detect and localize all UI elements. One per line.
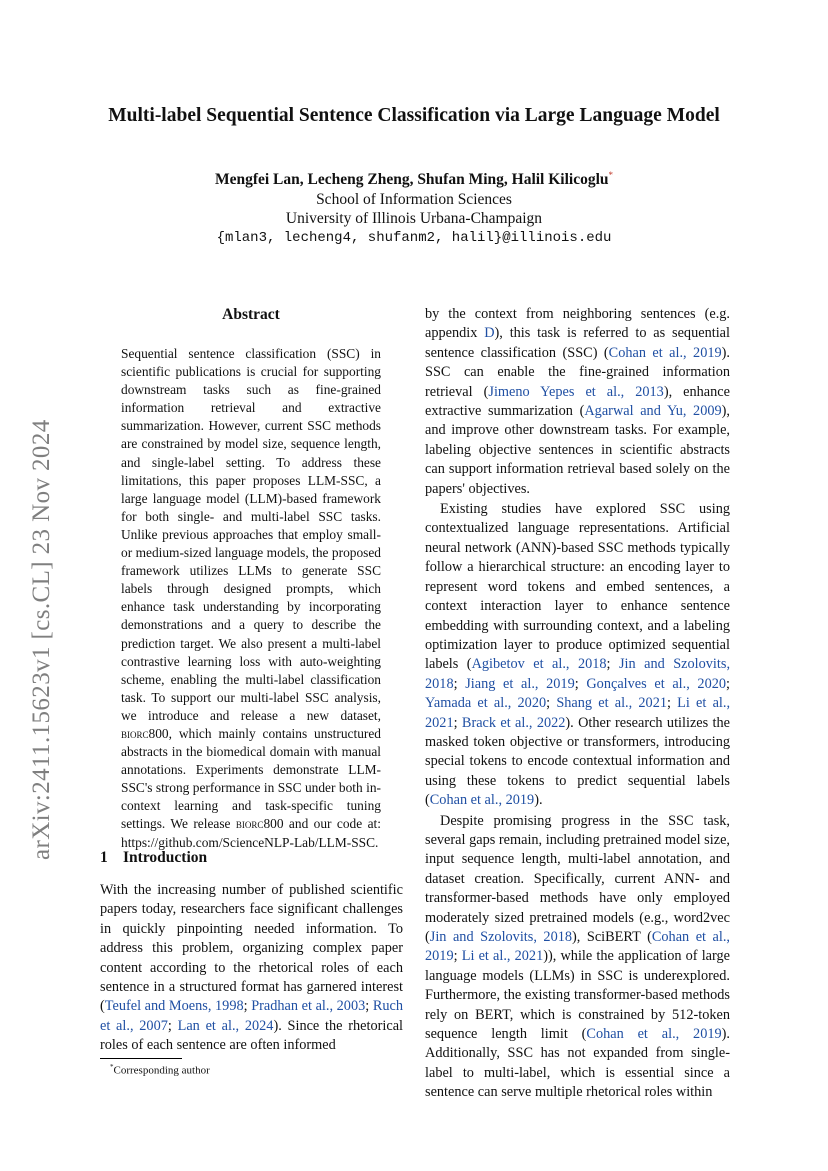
citation-link[interactable]: Li et al., 2021 <box>425 695 731 731</box>
body-text: ). <box>534 792 543 809</box>
citation-link[interactable]: Brack et al., 2022 <box>461 714 566 731</box>
body-text: by the context from neighboring sentences (e.g. appendix <box>425 306 730 342</box>
section-heading-introduction <box>100 849 207 867</box>
affiliation-school: School of Information Sciences <box>316 190 512 208</box>
dataset-name: biorc <box>121 725 149 741</box>
citation-link[interactable]: Teufel and Moens, 1998 <box>104 998 244 1015</box>
section-title: Introduction <box>123 849 208 866</box>
separator: ; <box>167 1017 178 1034</box>
citation-link[interactable]: Ruch et al., 2007 <box>100 998 404 1034</box>
citation-link[interactable]: Jin and Szolovits, 2018 <box>429 929 573 945</box>
body-text: Despite promising progress in the SSC task, several gaps remain, including pretrained model size, input sequence length, multi-label annotation, and dataset creation. Specifically, current ANN- and transformer-based methods have only employed moderately sized pretrained models (e.g., word2vec ( <box>425 812 730 945</box>
citation-link[interactable]: Cohan et al., 2019 <box>425 929 730 965</box>
abstract-part-c: 800 and our code at: https://github.com/ScienceNLP-Lab/LLM-SSC. <box>121 816 381 850</box>
citation-link[interactable]: Jimeno Yepes et al., 2013 <box>488 383 664 400</box>
section-number: 1 <box>100 849 108 866</box>
body-text: ), and improve other downstream tasks. For example, labeling objective sentences in scientific abstracts can support information retrieval based solely on the papers' objectives. <box>425 403 730 497</box>
citation-link[interactable]: Lan et al., 2024 <box>177 1017 274 1034</box>
body-text: ), SciBERT ( <box>572 929 652 945</box>
citation-link[interactable]: Agarwal and Yu, 2009 <box>584 403 722 420</box>
citation-link[interactable]: Cohan et al., 2019 <box>608 344 722 361</box>
citation-link[interactable]: Cohan et al., 2019 <box>429 792 535 809</box>
abstract-part-b: 800, which mainly contains unstructured abstracts in the biomedical domain with manual annotations. Experiments demonstrate LLM-SSC's strong performance in SSC under both in-context learning and task-specific tuning settings. We release <box>121 725 381 832</box>
body-text: ). SSC can enable the fine-grained information retrieval ( <box>425 344 730 400</box>
author-emails: {mlan3, lecheng4, shufanm2, halil}@illinois.edu <box>216 229 612 246</box>
body-text: ), this task is referred to as sequential sentence classification (SSC) ( <box>425 325 730 361</box>
paragraph-gaps: Despite promising progress in the SSC task, several gaps remain, including pretrained model size, input sequence length, multi-label annotation, and dataset creation. Specifically, current ANN- and transformer-based methods have only employed moderately sized pretrained models (e.g., word2vec (Jin and Szolovits, 2018), SciBERT (Cohan et al., 2019; Li et al., 2021)), while the application of large language models (LLMs) in SSC is underexplored. Furthermore, the existing transformer-based methods rely on BERT, which is constrained by 512-token sequence length limit (Cohan et al., 2019). Additionally, SSC has not expanded from single-label to multi-label, which is essential since a sentence can serve multiple rhetorical roles within <box>425 812 731 1101</box>
arxiv-identifier: arXiv:2411.15623v1 [cs.CL] 23 Nov 2024 <box>28 419 55 860</box>
separator: ; <box>243 998 252 1015</box>
abstract-part-a: Sequential sentence classification (SSC) in scientific publications is crucial for supporting downstream tasks such as fine-grained information retrieval and extractive summarization. However, current SSC methods are constrained by model size, sequence length, and single-label setting. To address these limitations, this paper proposes LLM-SSC, a large language model (LLM)-based framework for both single- and multi-label SSC tasks. Unlike previous approaches that employ small- or medium-sized language models, the proposed framework utilizes LLMs to generate SSC labels through designed prompts, which enhance task understanding by incorporating demonstrations and a query to describe the prediction target. We also present a multi-label contrastive learning loss with auto-weighting scheme, enabling the multi-label classification task. To support our multi-label SSC analysis, we introduce and release a new dataset, <box>121 346 381 723</box>
citation-link[interactable]: Agibetov et al., 2018 <box>471 656 607 673</box>
abstract-heading: Abstract <box>222 306 280 323</box>
author-block <box>0 166 828 248</box>
separator: ; <box>365 998 373 1015</box>
intro-text: ). Since the rhetorical roles of each sentence are often informed <box>100 1017 404 1054</box>
right-column <box>425 305 730 1103</box>
citation-link[interactable]: Yamada et al., 2020 <box>425 695 547 712</box>
citation-link[interactable]: Li et al., 2021 <box>461 948 544 965</box>
body-text: Existing studies have explored SSC using contextualized language representations. Artificial neural network (ANN)-based SSC methods typically follow a hierarchical structure: an encoding layer to represent word tokens and embed sentences, a context interaction layer to enhance sentence embedding with surrounding context, and a labeling optimization layer to produce optimized sequential labels ( <box>425 501 730 673</box>
footnote-rule <box>100 1058 182 1059</box>
body-text: )), while the application of large language models (LLMs) in SSC is underexplored. Furthermore, the existing transformer-based methods rely on BERT, which is constrained by 512-token sequence length limit ( <box>425 948 731 1043</box>
citation-link[interactable]: Shang et al., 2021 <box>556 695 667 712</box>
footnote-text: Corresponding author <box>113 1064 210 1077</box>
citation-link[interactable]: Jin and Szolovits, 2018 <box>425 656 731 692</box>
arxiv-sidebar <box>28 360 64 860</box>
citation-link[interactable]: Cohan et al., 2019 <box>586 1026 722 1043</box>
footnote <box>110 1063 210 1077</box>
paragraph-ssc-definition <box>425 305 730 499</box>
abstract-text <box>121 345 381 852</box>
body-text: ). Other research utilizes the masked token objective or transformers, introducing special tokens to encode contextual information and using these tokens to predict sequential labels ( <box>425 714 731 809</box>
paper-title: Multi-label Sequential Sentence Classification via Large Language Model <box>108 105 720 126</box>
dataset-name: biorc <box>235 816 264 832</box>
footnote-mark: * <box>110 1063 114 1071</box>
citation-link[interactable]: Pradhan et al., 2003 <box>251 998 366 1015</box>
body-text: ), enhance extractive summarization ( <box>425 383 730 420</box>
citation-link[interactable]: Jiang et al., 2019 <box>465 675 575 692</box>
corresponding-author-mark: * <box>608 170 614 180</box>
body-text: ). Additionally, SSC has not expanded from single-label to multi-label, which is essential since a sentence can serve multiple rhetorical roles within <box>425 1026 730 1101</box>
paragraph-existing-studies: Existing studies have explored SSC using contextualized language representations. Artificial neural network (ANN)-based SSC methods typically follow a hierarchical structure: an encoding layer to represent word tokens and embed sentences, a context interaction layer to enhance sentence embedding with surrounding context, and a labeling optimization layer to produce optimized sequential labels (Agibetov et al., 2018; Jin and Szolovits, 2018; Jiang et al., 2019; Gonçalves et al., 2020; Yamada et al., 2020; Shang et al., 2021; Li et al., 2021; Brack et al., 2022). Other research utilizes the masked token objective or transformers, introducing special tokens to encode contextual information and using these tokens to predict sequential labels (Cohan et al., 2019). <box>425 501 731 809</box>
intro-text: With the increasing number of published scientific papers today, researchers face significant challenges in quickly pinpointing needed information. To address this problem, organizing complex paper content according to the rhetorical roles of each sentence in a structured format has garnered interest ( <box>100 882 403 1015</box>
author-names: Mengfei Lan, Lecheng Zheng, Shufan Ming, Halil Kilicoglu <box>214 171 609 189</box>
appendix-link[interactable]: D <box>484 325 495 342</box>
introduction-paragraph <box>100 881 403 1056</box>
citation-link[interactable]: Gonçalves et al., 2020 <box>586 675 727 692</box>
affiliation-university: University of Illinois Urbana-Champaign <box>285 210 543 228</box>
